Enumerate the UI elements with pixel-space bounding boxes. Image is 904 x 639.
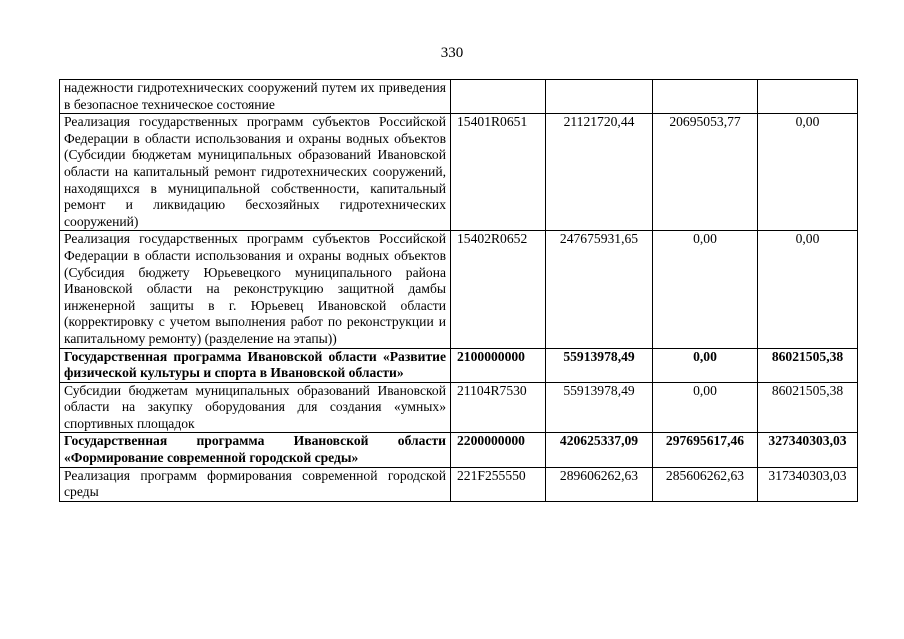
row-description: Реализация государственных программ субъектов Российской Федерации в области использования и охраны водных объектов (Субсидии бюджетам муниципальных образований Ивановской области на капитальный ремонт гидротехнических сооружений, находящихся в муниципальной собственности, капитальный ремонт и ликвидацию бесхозяйных гидротехнических сооружений)	[60, 114, 451, 231]
row-value-3	[758, 80, 858, 114]
row-code: 21104R7530	[451, 382, 546, 433]
row-description: Реализация государственных программ субъектов Российской Федерации в области использования и охраны водных объектов (Субсидия бюджету Юрьевецкого муниципального района Ивановской области на реконструкцию защитной дамбы инженерной защиты в г. Юрьевец Ивановской области (корректировку с учетом выполнения работ по реконструкции и капитальному ремонту) (разделение на этапы))	[60, 231, 451, 348]
table-row-program	[60, 348, 858, 382]
row-value-1: 55913978,49	[546, 382, 653, 433]
row-value-1: 289606262,63	[546, 467, 653, 501]
row-value-2: 0,00	[653, 382, 758, 433]
row-value-1: 55913978,49	[546, 348, 653, 382]
row-value-3: 0,00	[758, 231, 858, 348]
row-value-2: 297695617,46	[653, 433, 758, 467]
row-value-2: 285606262,63	[653, 467, 758, 501]
row-value-3: 0,00	[758, 114, 858, 231]
budget-table	[59, 79, 858, 502]
row-code: 2100000000	[451, 348, 546, 382]
row-code: 15402R0652	[451, 231, 546, 348]
row-value-3: 317340303,03	[758, 467, 858, 501]
row-code: 15401R0651	[451, 114, 546, 231]
row-value-3: 86021505,38	[758, 348, 858, 382]
row-value-1: 247675931,65	[546, 231, 653, 348]
table-row-program	[60, 433, 858, 467]
row-code: 221F255550	[451, 467, 546, 501]
row-value-3: 327340303,03	[758, 433, 858, 467]
table-row	[60, 382, 858, 433]
row-description: Государственная программа Ивановской области «Формирование современной городской среды»	[60, 433, 451, 467]
table-row	[60, 231, 858, 348]
row-description: Реализация программ формирования современной городской среды	[60, 467, 451, 501]
row-description: Субсидии бюджетам муниципальных образований Ивановской области на закупку оборудования для создания «умных» спортивных площадок	[60, 382, 451, 433]
table-row	[60, 114, 858, 231]
row-description: надежности гидротехнических сооружений путем их приведения в безопасное техническое состояние	[60, 80, 451, 114]
row-value-1: 21121720,44	[546, 114, 653, 231]
row-description: Государственная программа Ивановской области «Развитие физической культуры и спорта в Ивановской области»	[60, 348, 451, 382]
table-row	[60, 467, 858, 501]
row-code	[451, 80, 546, 114]
row-value-2: 0,00	[653, 348, 758, 382]
row-code: 2200000000	[451, 433, 546, 467]
row-value-2: 20695053,77	[653, 114, 758, 231]
table-row	[60, 80, 858, 114]
row-value-1: 420625337,09	[546, 433, 653, 467]
page-number: 330	[440, 45, 464, 61]
row-value-2: 0,00	[653, 231, 758, 348]
row-value-2	[653, 80, 758, 114]
row-value-3: 86021505,38	[758, 382, 858, 433]
row-value-1	[546, 80, 653, 114]
